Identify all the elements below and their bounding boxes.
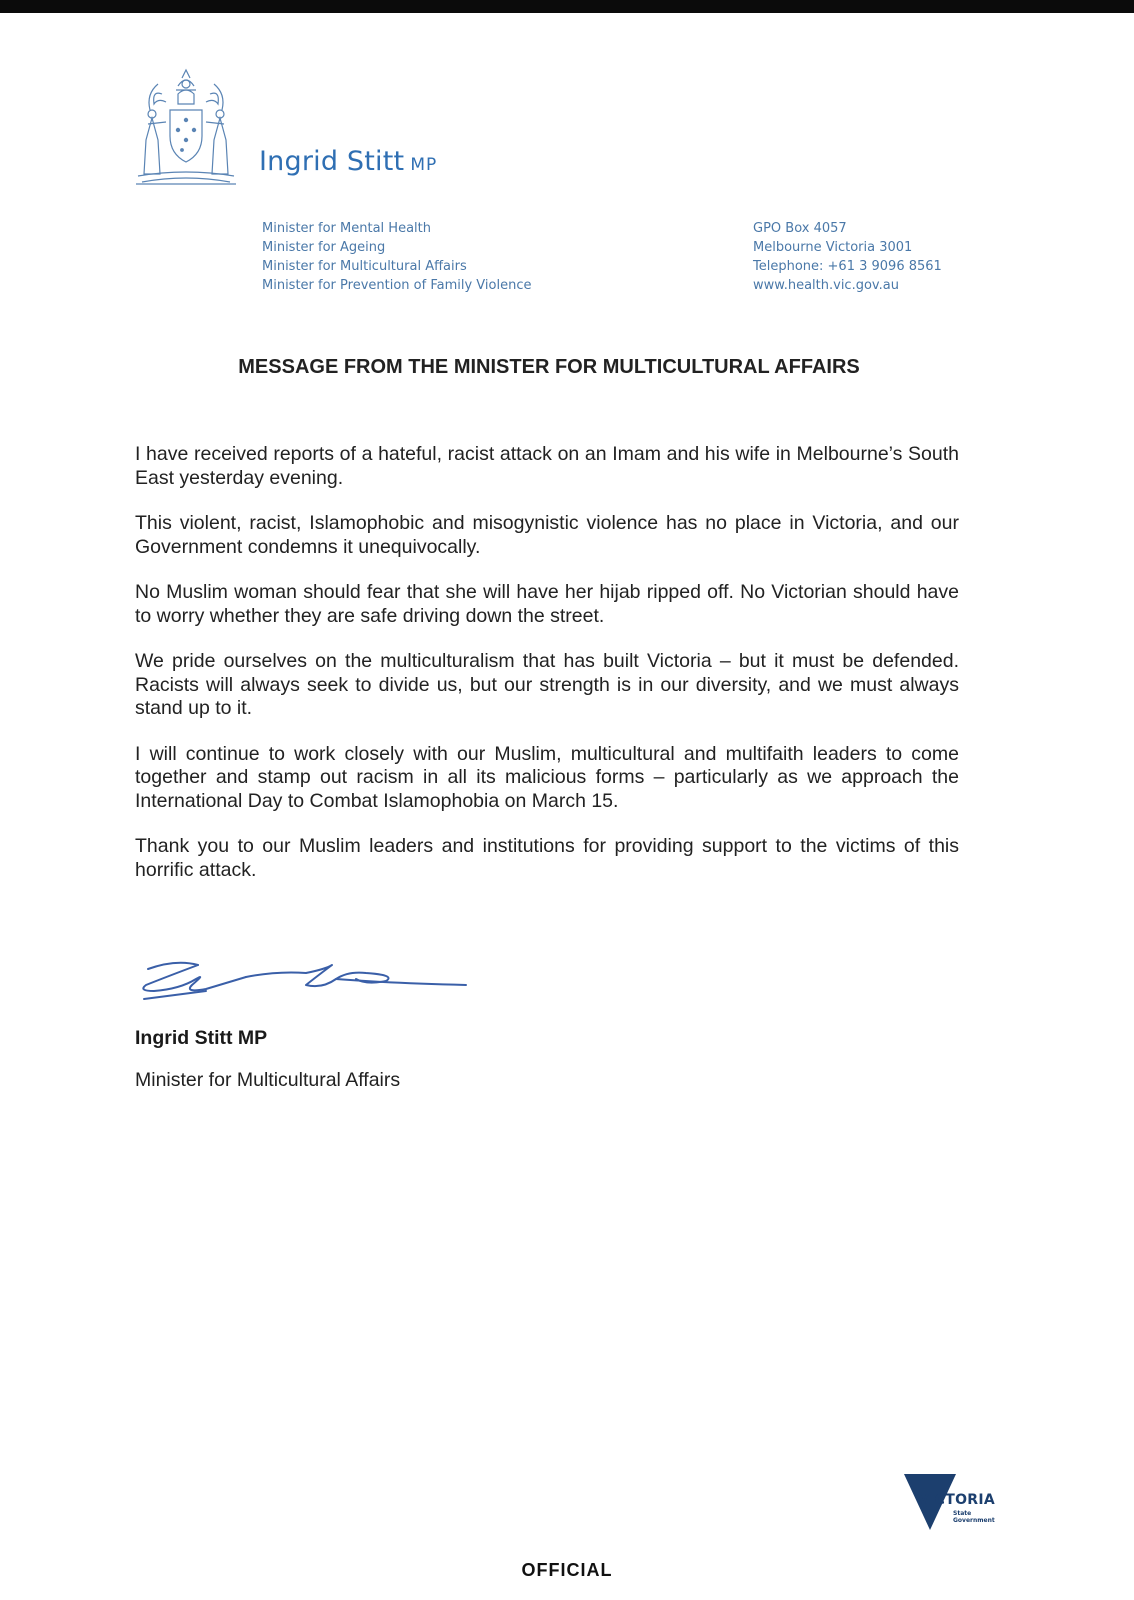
body-paragraph: This violent, racist, Islamophobic and misogynistic violence has no place in Victoria, and our Government condemns it unequivocally. xyxy=(135,512,959,558)
victoria-subtitle xyxy=(953,1510,995,1524)
letterhead-minister-name xyxy=(259,146,437,177)
role-item: Minister for Mental Health xyxy=(262,221,431,236)
signer-title: Minister for Multicultural Affairs xyxy=(135,1069,401,1091)
role-item: Minister for Prevention of Family Violence xyxy=(262,278,532,293)
letter-body xyxy=(135,443,959,904)
classification-marking: OFFICIAL xyxy=(521,1560,613,1580)
victoria-state-government-logo xyxy=(904,1474,1006,1532)
body-paragraph: We pride ourselves on the multiculturalism that has built Victoria – but it must be defended. Racists will always seek to divide us, but our strength is in our diversity, and we must always stand up to it. xyxy=(135,650,959,719)
body-paragraph: Thank you to our Muslim leaders and institutions for providing support to the victims of this horrific attack. xyxy=(135,835,959,881)
handwritten-signature xyxy=(136,955,472,1007)
body-paragraph: I will continue to work closely with our Muslim, multicultural and multifaith leaders to come together and stamp out racism in all its malicious forms – particularly as we approach the International Day to Combat Islamophobia on March 15. xyxy=(135,742,959,812)
signer-name: Ingrid Stitt MP xyxy=(135,1027,268,1049)
top-edge-bar xyxy=(0,0,1134,13)
minister-roles-list xyxy=(262,219,531,295)
victoria-subtitle-line: Government xyxy=(953,1517,995,1524)
letterhead-name-text: Ingrid Stitt xyxy=(259,146,405,177)
letterhead-name-suffix: MP xyxy=(410,155,438,175)
victoria-wordmark: VICTORIA xyxy=(918,1492,995,1508)
telephone: Telephone: +61 3 9096 8561 xyxy=(753,259,942,274)
document-title: MESSAGE FROM THE MINISTER FOR MULTICULTURAL AFFAIRS xyxy=(238,356,860,378)
role-item: Minister for Multicultural Affairs xyxy=(262,259,467,274)
contact-details xyxy=(753,219,942,295)
body-paragraph: I have received reports of a hateful, racist attack on an Imam and his wife in Melbourne’s South East yesterday evening. xyxy=(135,443,959,489)
website-link[interactable]: www.health.vic.gov.au xyxy=(753,278,899,293)
address-line-1: GPO Box 4057 xyxy=(753,221,847,236)
address-line-2: Melbourne Victoria 3001 xyxy=(753,240,913,255)
victoria-subtitle-line: State xyxy=(953,1510,972,1517)
role-item: Minister for Ageing xyxy=(262,240,386,255)
body-paragraph: No Muslim woman should fear that she will have her hijab ripped off. No Victorian should have to worry whether they are safe driving down the street. xyxy=(135,581,959,627)
coat-of-arms-icon xyxy=(132,64,240,188)
